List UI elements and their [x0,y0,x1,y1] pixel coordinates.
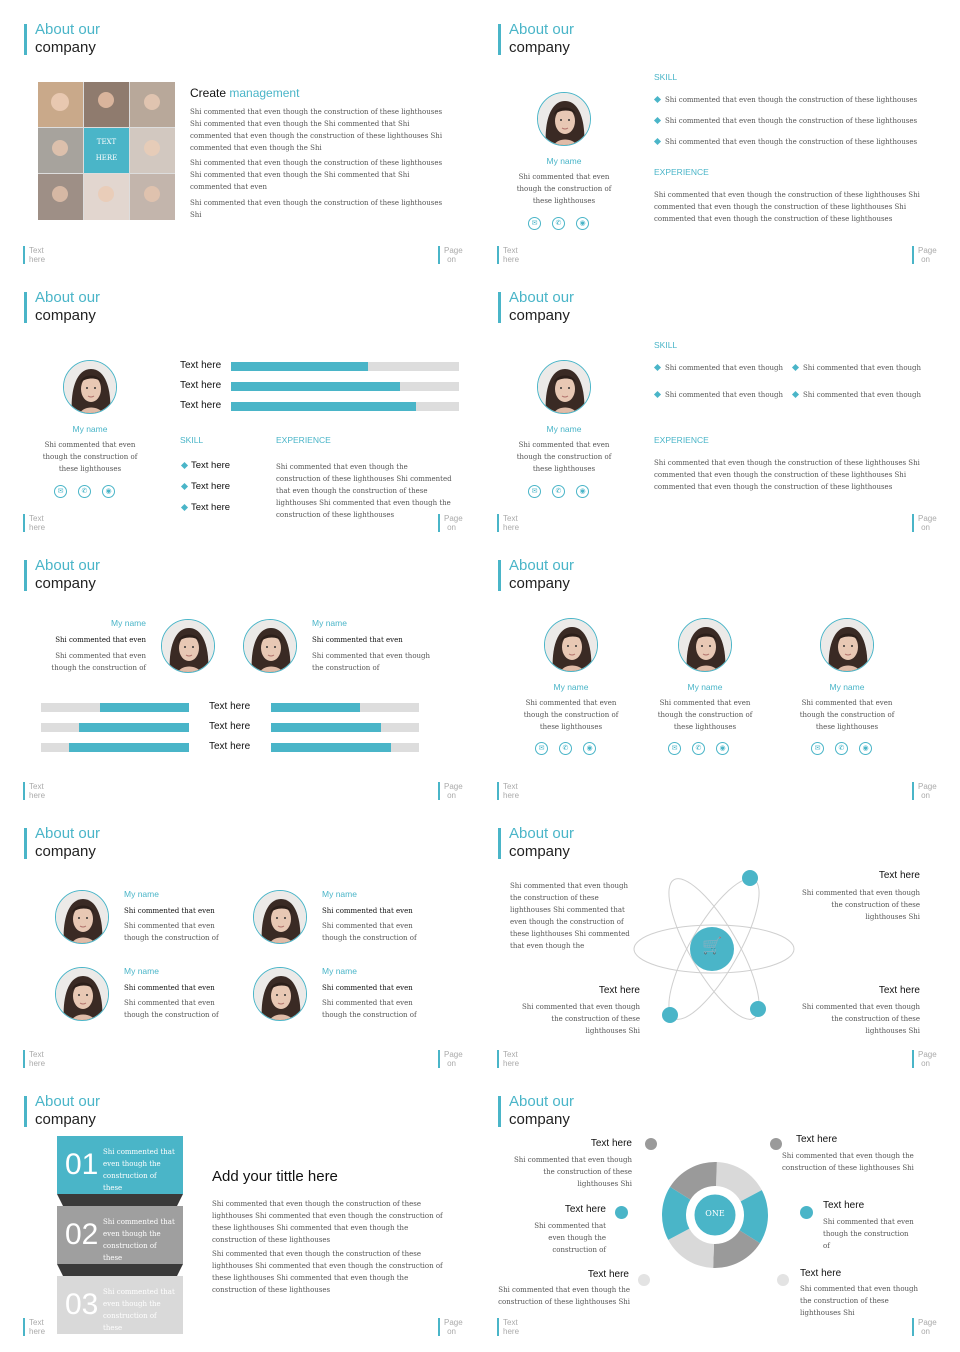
footer-right: Page on [438,514,456,532]
marker-dot [638,1274,650,1286]
point-desc: Shi commented that even though the construction of these lighthouses Shi [801,889,920,921]
person-name: My name [546,424,582,434]
heading-part-2: management [229,86,300,100]
item-desc: Shi commented that even though the construction of these lighthouses Shi [782,1152,914,1172]
point-heading: Text here [598,985,640,996]
slide-8 [474,804,948,1072]
item-heading: Text here [800,1268,842,1279]
avatar [55,890,109,944]
title-line-2: company [509,575,570,592]
title-line-2: company [35,1111,96,1128]
phone-icon[interactable]: ✆ [552,485,565,498]
phone-icon[interactable]: ✆ [559,742,572,755]
person-tagline: Shi commented that even [322,984,413,992]
skill-item: Shi commented that even though the construction of these lighthouses [665,96,918,104]
bullet-icon [792,364,799,371]
bullet-icon [792,391,799,398]
person-desc: Shi commented that even though the construction of these lighthouses [657,699,753,731]
bullet-icon [654,138,661,145]
photo-collage [38,82,175,220]
title-line-2: company [509,307,570,324]
bullet-icon [181,504,188,511]
title-accent [498,1096,501,1127]
footer-right: Page on [438,1050,456,1068]
mail-icon[interactable]: ✉ [668,742,681,755]
bullet-icon [654,96,661,103]
person-desc: Shi commented that even though the construction of these lighthouses [42,441,138,473]
right-bar [271,743,419,752]
right-bar [271,723,419,732]
body-text-1: Shi commented that even though the construction of these lighthouses Shi commented that even though the Shi commented that Shi commented that even though the construction of these lighthouses Shi commented that even though the Shi [190,108,443,152]
experience-heading: EXPERIENCE [276,435,331,445]
bar-fill [231,362,368,371]
point-desc: Shi commented that even though the construction of these lighthouses Shi [801,1003,920,1035]
bullet-icon [654,364,661,371]
body-text-2: Shi commented that even though the construction of these lighthouses Shi commented that even though the Shi commented that Shi commented that even [190,159,443,191]
avatar [161,619,215,673]
bar-fill [271,743,391,752]
collage-text-1: TEXT [96,138,117,146]
title-line-2: company [35,307,96,324]
title-accent [24,828,27,859]
skill-item: Shi commented that even though [803,364,922,372]
marker-dot [770,1138,782,1150]
experience-heading: EXPERIENCE [654,435,709,445]
collage-text-box [84,128,129,173]
marker-dot [615,1206,628,1219]
section-heading [190,86,299,100]
collage-text-2: HERE [95,154,118,162]
mail-icon[interactable]: ✉ [54,485,67,498]
footer-right: Page on [438,246,456,264]
skill-heading: SKILL [654,340,678,350]
point-heading: Text here [878,985,920,996]
bullet-icon [654,117,661,124]
body-text-2: Shi commented that even though the construction of these lighthouses Shi commented that even though the construction of these lighthouses Shi commented that even though the construction of these lighthouses [212,1250,443,1294]
left-bar [41,743,189,752]
item-desc: Shi commented that even though the construction of [823,1218,914,1250]
person-desc: Shi commented that even though the construction of these lighthouses [516,173,612,205]
person-desc: Shi commented that even though the construction of [124,999,219,1019]
person-name: My name [322,889,357,899]
footer-left: Text here [497,514,515,532]
person-desc: Shi commented that even though the construction of [312,652,431,672]
title-line-2: company [509,1111,570,1128]
skill-item: Shi commented that even though the construction of these lighthouses [665,138,918,146]
bar-fill [100,703,189,712]
title-line-1: About our [509,21,575,38]
body-text-1: Shi commented that even though the construction of these lighthouses Shi commented that even though the construction of these lighthouses Shi commented that even though the construction of these lighthouses [212,1200,443,1244]
title-line-1: About our [35,21,101,38]
item-heading: Text here [823,1200,865,1211]
avatar [253,967,307,1021]
skill-item: Text here [191,502,231,513]
person-desc: Shi commented that even though the construction of these lighthouses [523,699,619,731]
person-tagline: Shi commented that even [124,907,215,915]
step-text: Shi commented that even though the construction of these [103,1288,175,1332]
footer-left: Text here [23,514,41,532]
step-number: 03 [65,1288,99,1321]
title-accent [24,560,27,591]
location-icon[interactable]: ◉ [716,742,729,755]
bar-label: Text here [209,721,251,732]
avatar [55,967,109,1021]
person-desc: Shi commented that even though the construction of [124,922,219,942]
avatar [544,618,598,672]
title-line-2: company [35,843,96,860]
footer-left: Text here [23,1318,41,1336]
cart-icon: 🛒 [702,936,722,955]
slide-5 [0,536,474,804]
avatar [253,890,307,944]
footer-right: Page on [438,782,456,800]
title-line-1: About our [509,557,575,574]
phone-icon[interactable]: ✆ [835,742,848,755]
body-text-3: Shi commented that even though the construction of these lighthouses Shi [190,199,443,219]
step-box-1 [57,1136,183,1194]
skill-item: Shi commented that even though [665,364,784,372]
item-heading: Text here [796,1134,838,1145]
person-name: My name [72,424,108,434]
step-number: 02 [65,1218,99,1251]
mail-icon[interactable]: ✉ [811,742,824,755]
experience-text: Shi commented that even though the construction of these lighthouses Shi commented that even though the construction of these lighthouses Shi commented that even though the construction of these lighthouses [654,459,920,491]
bullet-icon [654,391,661,398]
right-bar [271,703,419,712]
person-desc: Shi commented that even though the construction of [51,652,146,672]
phone-icon[interactable]: ✆ [692,742,705,755]
skill-item: Text here [191,460,231,471]
skill-item: Text here [191,481,231,492]
person-desc: Shi commented that even though the construction of [322,999,417,1019]
skill-bar [231,402,459,411]
person-desc: Shi commented that even though the construction of these lighthouses [799,699,895,731]
person-name: My name [687,682,723,692]
footer-right: Page on [912,1318,930,1336]
item-desc: Shi commented that even though the construction of [534,1222,606,1254]
title-accent [24,292,27,323]
location-icon[interactable]: ◉ [576,217,589,230]
footer-left: Text here [497,1050,515,1068]
bar-fill [271,703,360,712]
bullet-icon [181,483,188,490]
experience-heading: EXPERIENCE [654,167,709,177]
intro-text: Shi commented that even though the construction of these lighthouses Shi commented that even though the construction of these lighthouses Shi commented that even though the [510,882,630,950]
skill-item: Shi commented that even though the construction of these lighthouses [665,117,918,125]
experience-text: Shi commented that even though the construction of these lighthouses Shi commented that even though the construction of these lighthouses Shi commented that even though the construction of these lighthouses [276,463,452,519]
bar-label: Text here [209,741,251,752]
skill-item: Shi commented that even though [803,391,922,399]
phone-icon[interactable]: ✆ [78,485,91,498]
location-icon[interactable]: ◉ [859,742,872,755]
title-line-2: company [35,39,96,56]
bar-fill [69,743,189,752]
bar-fill [231,402,416,411]
title-accent [498,24,501,55]
mail-icon[interactable]: ✉ [535,742,548,755]
marker-dot [800,1206,813,1219]
person-tagline: Shi commented that even [322,907,413,915]
footer-left: Text here [497,782,515,800]
heading-part-1: Create [190,86,230,100]
fold-1 [57,1194,183,1206]
bar-fill [271,723,381,732]
step-number: 01 [65,1148,99,1181]
title-line-1: About our [509,289,575,306]
person-tagline: Shi commented that even [124,984,215,992]
title-accent [498,560,501,591]
slide-9 [0,1072,474,1352]
skill-heading: SKILL [654,72,678,82]
person-name: My name [546,156,582,166]
person-name: My name [124,966,159,976]
title-line-1: About our [35,1093,101,1110]
avatar [63,360,117,414]
slide-4 [474,268,948,536]
footer-right: Page on [912,1050,930,1068]
item-heading: Text here [587,1269,629,1280]
avatar [820,618,874,672]
title-line-2: company [35,575,96,592]
person-tagline: Shi commented that even [312,636,403,644]
person-name: My name [312,618,347,628]
title-accent [24,1096,27,1127]
footer-right: Page on [912,514,930,532]
footer-right: Page on [438,1318,456,1336]
bar-label: Text here [180,400,222,411]
left-bar [41,703,189,712]
location-icon[interactable]: ◉ [583,742,596,755]
slide-10 [474,1072,948,1352]
slide-7 [0,804,474,1072]
fold-2 [57,1264,183,1276]
slide-3 [0,268,474,536]
slide-1 [0,0,474,268]
mail-icon[interactable]: ✉ [528,485,541,498]
bar-fill [79,723,189,732]
title-line-1: About our [509,1093,575,1110]
center-label: ONE [705,1209,725,1218]
person-name: My name [124,889,159,899]
bullet-icon [181,462,188,469]
skill-heading: SKILL [180,435,204,445]
bar-fill [231,382,400,391]
footer-right: Page on [912,246,930,264]
step-box-2 [57,1206,183,1264]
person-name: My name [829,682,865,692]
item-desc: Shi commented that even though the construction of these lighthouses Shi [800,1285,919,1317]
person-desc: Shi commented that even though the construction of [322,922,417,942]
step-box-3 [57,1276,183,1334]
marker-dot [777,1274,789,1286]
point-desc: Shi commented that even though the construction of these lighthouses Shi [521,1003,640,1035]
bar-label: Text here [209,701,251,712]
title-line-2: company [509,39,570,56]
bar-label: Text here [180,380,222,391]
avatar [243,619,297,673]
title-accent [498,292,501,323]
skill-bar [231,362,459,371]
avatar [678,618,732,672]
title-accent [498,828,501,859]
footer-left: Text here [23,246,41,264]
title-accent [24,24,27,55]
step-text: Shi commented that even though the construction of these [103,1148,175,1192]
item-heading: Text here [590,1138,632,1149]
footer-left: Text here [497,246,515,264]
item-desc: Shi commented that even though the construction of these lighthouses Shi [513,1156,632,1188]
person-name: My name [322,966,357,976]
avatar [537,360,591,414]
title-line-1: About our [35,557,101,574]
person-name: My name [111,618,146,628]
step-text: Shi commented that even though the construction of these [103,1218,175,1262]
title-line-1: About our [35,825,101,842]
person-desc: Shi commented that even though the construction of these lighthouses [516,441,612,473]
left-bar [41,723,189,732]
footer-right: Page on [912,782,930,800]
experience-text: Shi commented that even though the construction of these lighthouses Shi commented that even though the construction of these lighthouses Shi commented that even though the construction of these lighthouses [654,191,920,223]
phone-icon[interactable]: ✆ [552,217,565,230]
item-heading: Text here [564,1204,606,1215]
footer-left: Text here [23,1050,41,1068]
bar-label: Text here [180,360,222,371]
avatar [537,92,591,146]
footer-left: Text here [497,1318,515,1336]
skill-bar [231,382,459,391]
mail-icon[interactable]: ✉ [528,217,541,230]
marker-dot [645,1138,657,1150]
person-name: My name [553,682,589,692]
skill-item: Shi commented that even though [665,391,784,399]
title-line-2: company [509,843,570,860]
title-line-1: About our [35,289,101,306]
location-icon[interactable]: ◉ [102,485,115,498]
slide-2 [474,0,948,268]
slide-6 [474,536,948,804]
footer-left: Text here [23,782,41,800]
section-title: Add your tittle here [212,1168,338,1185]
point-heading: Text here [878,870,920,881]
item-desc: Shi commented that even though the construction of these lighthouses Shi [498,1286,630,1306]
location-icon[interactable]: ◉ [576,485,589,498]
title-line-1: About our [509,825,575,842]
person-tagline: Shi commented that even [55,636,146,644]
